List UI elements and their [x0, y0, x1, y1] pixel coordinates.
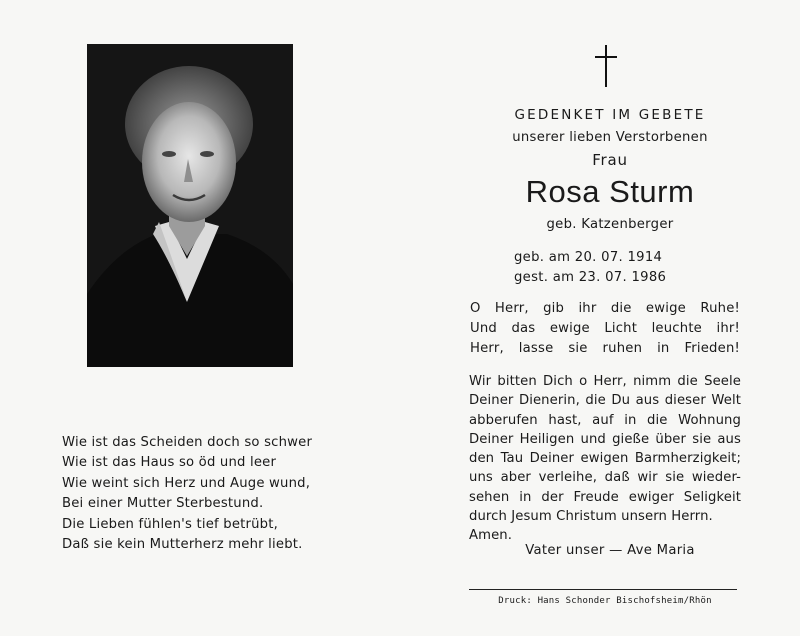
prayer-line: Deiner Dienerin, die Du aus dieser Welt — [469, 393, 741, 409]
latin-cross-icon — [595, 45, 617, 87]
prayer-line: abberufen hast, auf in die Wohnung — [469, 412, 741, 428]
heading: GEDENKET IM GEBETE — [514, 107, 706, 123]
deceased-name: Rosa Sturm — [525, 174, 695, 209]
death-date: gest. am 23. 07. 1986 — [514, 270, 667, 285]
portrait-photo — [87, 44, 293, 367]
printer-credit: Druck: Hans Schonder Bischofsheim/Rhön — [498, 596, 712, 606]
poem-line: Die Lieben fühlen's tief betrübt, — [62, 516, 279, 532]
prayer-line: Und das ewige Licht leuchte ihr! — [470, 321, 740, 336]
prayer-line: durch Jesum Christum unsern Herrn. — [469, 509, 713, 525]
closing-prayer: Vater unser — Ave Maria — [525, 543, 695, 558]
prayer-line: Herr, lasse sie ruhen in Frieden! — [470, 341, 740, 356]
prayer-line: Deiner Heiligen und gieße über sie aus — [469, 431, 741, 447]
poem-line: Daß sie kein Mutterherz mehr liebt. — [62, 537, 303, 553]
prayer-line: uns aber verleihe, daß wir sie wieder- — [469, 470, 741, 486]
birth-date: geb. am 20. 07. 1914 — [514, 250, 663, 265]
prayer-line: O Herr, gib ihr die ewige Ruhe! — [470, 301, 740, 316]
prayer-line: den Tau Deiner ewigen Barmherzigkeit; — [469, 451, 741, 467]
poem-line: Wie weint sich Herz und Auge wund, — [62, 475, 311, 491]
life-dates — [514, 248, 666, 288]
prayer-line: sehen in der Freude ewiger Seligkeit — [469, 489, 741, 505]
portrait-photo-icon — [87, 44, 293, 367]
poem — [62, 433, 312, 555]
poem-line: Wie ist das Scheiden doch so schwer — [62, 435, 313, 450]
title-text: Frau — [592, 151, 628, 169]
intro-text: unserer lieben Verstorbenen — [512, 130, 708, 145]
poem-line: Wie ist das Haus so öd und leer — [62, 455, 277, 471]
short-prayer — [470, 299, 740, 359]
long-prayer — [469, 372, 741, 546]
maiden-name: geb. Katzenberger — [546, 217, 674, 232]
poem-line: Bei einer Mutter Sterbestund. — [62, 496, 264, 512]
prayer-line: Amen. — [469, 528, 513, 544]
prayer-line: Wir bitten Dich o Herr, nimm die Seele — [469, 374, 741, 389]
divider — [469, 589, 737, 590]
